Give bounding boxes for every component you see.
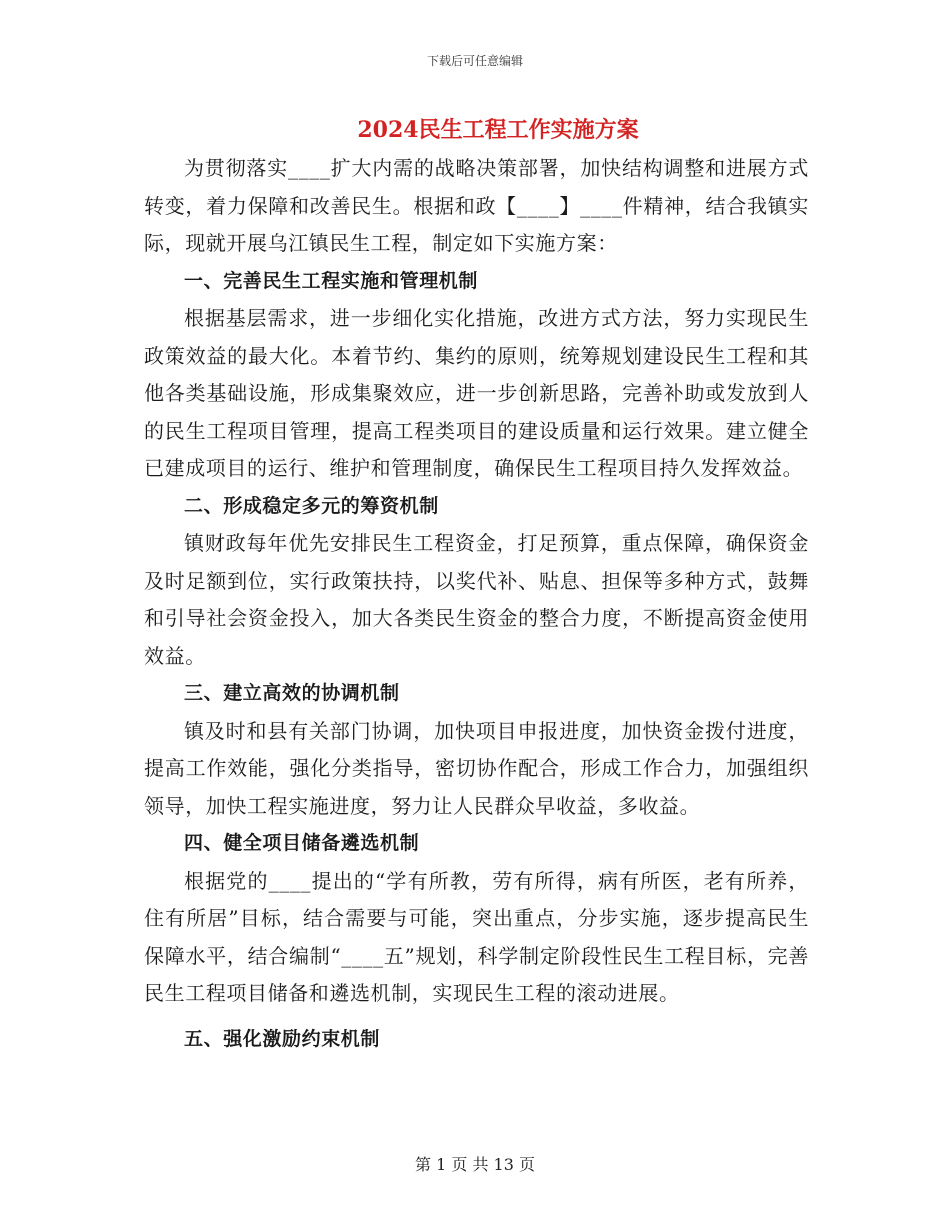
section-heading-1: 一、完善民生工程实施和管理机制 — [184, 269, 479, 292]
section-heading-3: 三、建立高效的协调机制 — [184, 682, 400, 704]
section-body-3: 镇及时和县有关部门协调，加快项目申报进度，加快资金拨付进度，提高工作效能，强化分类指导，密切协作配合，形成工作合力，加强组织领导，加快工程实施进度，努力让人民群众早收益，多收益。 — [144, 718, 809, 818]
page-number: 第 1 页 共 13 页 — [415, 1155, 535, 1174]
section-heading-4: 四、健全项目储备遴选机制 — [184, 832, 420, 854]
intro-paragraph: 为贯彻落实____扩大内需的战略决策部署，加快结构调整和进展方式转变，着力保障和改善民生。根据和政【____】____件精神，结合我镇实际，现就开展乌江镇民生工程，制定如下实施方案： — [144, 156, 809, 255]
section-body-2: 镇财政每年优先安排民生工程资金，打足预算，重点保障，确保资金及时足额到位，实行政策扶持，以奖代补、贴息、担保等多种方式，鼓舞和引导社会资金投入，加大各类民生资金的整合力度，不断提高资金使用效益。 — [144, 531, 809, 668]
section-heading-2: 二、形成稳定多元的筹资机制 — [184, 494, 439, 517]
header-note: 下载后可任意编辑 — [426, 54, 523, 68]
document-title: 2024民生工程工作实施方案 — [357, 117, 639, 143]
document-body — [144, 150, 809, 1058]
section-body-4: 根据党的____提出的“学有所教，劳有所得，病有所医，老有所养，住有所居”目标，结合需要与可能，突出重点，分步实施，逐步提高民生保障水平，结合编制“____五”规划，科学制定阶段性民生工程目标，完善民生工程项目储备和遴选机制，实现民生工程的滚动进展。 — [144, 868, 809, 1005]
section-heading-5: 五、强化激励约束机制 — [184, 1027, 381, 1050]
section-body-1: 根据基层需求，进一步细化实化措施，改进方式方法，努力实现民生政策效益的最大化。本着节约、集约的原则，统筹规划建设民生工程和其他各类基础设施，形成集聚效应，进一步创新思路，完善补助或发放到人的民生工程项目管理，提高工程类项目的建设质量和运行效果。建立健全已建成项目的运行、维护和管理制度，确保民生工程项目持久发挥效益。 — [144, 306, 809, 480]
